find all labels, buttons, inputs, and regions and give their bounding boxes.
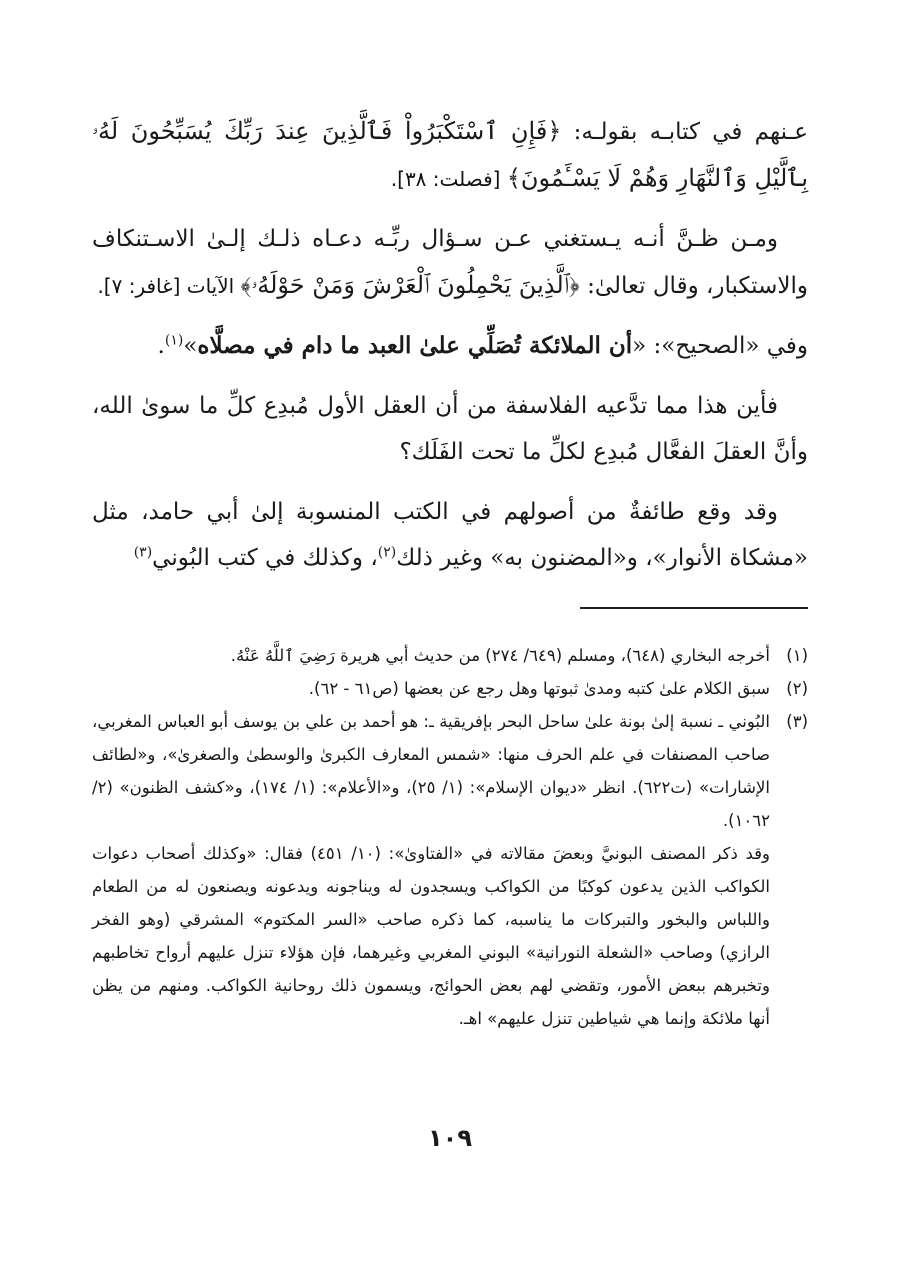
footnote-number: (٢) xyxy=(786,679,808,698)
footnotes xyxy=(92,639,808,1035)
paragraph-3 xyxy=(92,323,808,369)
footnote-1 xyxy=(92,639,808,672)
footnote-3-continuation: وقد ذكر المصنف البونيَّ وبعضَ مقالاته في «الفتاوىٰ»: (١٠/ ٤٥١) فقال: «وكذلك أصحاب دعوات الكواكب الذين يدعون كوكبًا من الكواكب ويسجدون له ويناجونه ويدعونه ويصنعون له من الطعام واللباس والبخور والتبركات ما يناسبه، كما ذكره صاحب «السر المكتوم» المشرقي (وهو الفخر الرازي) وصاحب «الشعلة النورانية» البوني المغربي وغيرهما، فإن هؤلاء تنزل عليهم أرواح تخاطبهم وتخبرهم ببعض الأمور، وتقضي لهم بعض الحوائج، ويسمون ذلك روحانية الكواكب. ومنهم من يظن أنها ملائكة وإنما هي شياطين تنزل عليهم» اهـ. xyxy=(92,844,770,1028)
main-text xyxy=(92,108,808,581)
footnote-ref-1: (١) xyxy=(164,332,184,349)
paragraph-3-text-b: » xyxy=(183,333,198,359)
footnote-number: (٣) xyxy=(786,712,808,731)
footnote-number: (١) xyxy=(786,646,808,665)
quran-verse-fussilat: ﴿فَإِنِ ٱسْتَكْبَرُواْ فَٱلَّذِينَ عِندَ رَبِّكَ يُسَبِّحُونَ لَهُۥ بِٱلَّيْلِ وَٱلنَّهَارِ وَهُمْ لَا يَسْـَٔمُونَ﴾ xyxy=(92,117,808,192)
paragraph-1 xyxy=(92,108,808,202)
footnote-ref-2: (٢) xyxy=(377,544,397,561)
paragraph-4 xyxy=(92,383,808,475)
footnote-2 xyxy=(92,672,808,705)
paragraph-5-text-a: وقد وقع طائفةٌ من أصولهم في الكتب المنسوبة إلىٰ أبي حامد، مثل «مشكاة الأنوار»، و«المضنون به» وغير ذلك xyxy=(92,499,808,571)
paragraph-2 xyxy=(92,216,808,309)
paragraph-3-text-c: . xyxy=(157,333,165,359)
footnote-3 xyxy=(92,705,808,837)
paragraph-5-text-b: ، وكذلك في كتب البُوني xyxy=(152,545,378,571)
quran-verse-ghafir: ﴿ٱلَّذِينَ يَحْمِلُونَ ٱلْعَرْشَ وَمَنْ حَوْلَهُۥ﴾ xyxy=(240,271,580,299)
footnote-text: أخرجه البخاري (٦٤٨)، ومسلم (٦٤٩/ ٢٧٤) من حديث أبي هريرة رَضِيَ ٱللَّهُ عَنْهُ. xyxy=(230,646,770,665)
verse-reference-fussilat: [فصلت: ٣٨]. xyxy=(390,167,507,191)
footnote-text: سبق الكلام علىٰ كتبه ومدىٰ ثبوتها وهل رجع عن بعضها (ص٦١ - ٦٢). xyxy=(308,679,770,698)
footnote-ref-3: (٣) xyxy=(133,544,153,561)
paragraph-2-text-a: ومـن ظـنَّ أنـه يـستغني عـن سـؤال ربِّـه دعـاه ذلـك إلـىٰ الاسـتنكاف والاستكبار، وقال تعالىٰ: xyxy=(92,226,808,299)
footnote-text: البُوني ـ نسبة إلىٰ بونة علىٰ ساحل البحر بإفريقية ـ: هو أحمد بن علي بن يوسف أبو العباس المغربي، صاحب المصنفات في علم الحرف منها: «شمس المعارف الكبرىٰ والوسطىٰ والصغرىٰ»، و«لطائف الإشارات» (ت٦٢٢). انظر «ديوان الإسلام»: (١/ ٢٥)، و«الأعلام»: (١/ ١٧٤)، و«كشف الظنون» (٢/ ١٠٦٢). xyxy=(92,712,771,830)
footnote-separator xyxy=(580,607,808,609)
hadith-quote: أن الملائكة تُصَلِّي علىٰ العبد ما دام في مصلَّاه xyxy=(197,332,633,359)
page-number: ١٠٩ xyxy=(428,1124,472,1152)
paragraph-1-text-a: عـنهم في كتابـه بقولـه: xyxy=(561,119,808,145)
paragraph-5 xyxy=(92,489,808,581)
paragraph-3-text-a: وفي «الصحيح»: « xyxy=(632,333,808,359)
verse-reference-ghafir: الآيات [غافر: ٧]. xyxy=(97,274,241,298)
paragraph-4-text: فأين هذا مما تدَّعيه الفلاسفة من أن العقل الأول مُبدِع كلِّ ما سوىٰ الله، وأنَّ العقلَ الفعَّال مُبدِع لكلِّ ما تحت الفَلَك؟ xyxy=(92,393,808,465)
